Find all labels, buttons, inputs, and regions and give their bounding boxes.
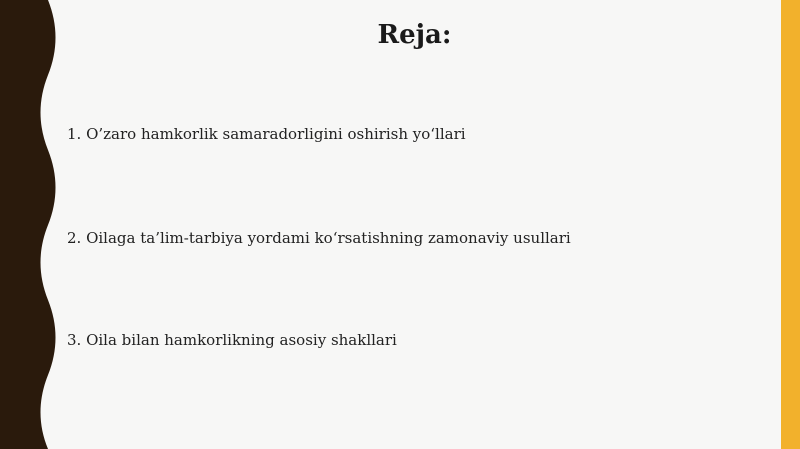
wavy-band-shape — [0, 0, 56, 449]
plan-item-1: 1. O’zaro hamkorlik samaradorligini oshirish yo‘llari — [67, 125, 466, 143]
slide-title: Reja: — [377, 20, 452, 50]
plan-item-2: 2. Oilaga ta’lim-tarbiya yordami ko‘rsatishning zamonaviy usullari — [67, 229, 571, 247]
right-accent-band — [781, 0, 800, 449]
wavy-left-band — [0, 0, 70, 449]
plan-item-3: 3. Oila bilan hamkorlikning asosiy shakllari — [67, 331, 397, 349]
